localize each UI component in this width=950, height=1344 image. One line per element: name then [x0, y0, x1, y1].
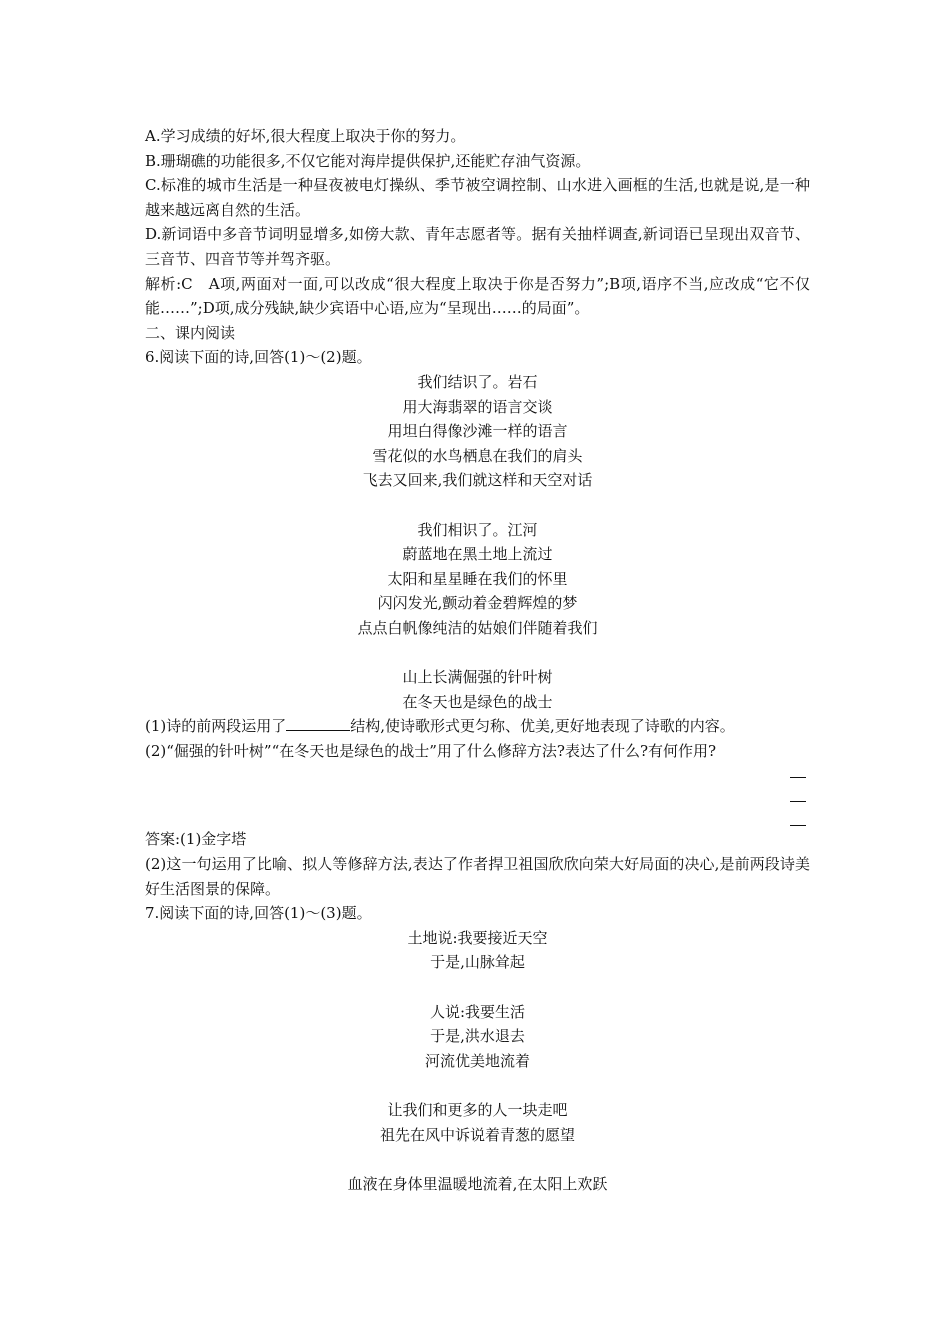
answer-line — [790, 801, 806, 802]
poem-line: 我们相识了。江河 — [417, 520, 538, 539]
q5-option-c: C.标准的城市生活是一种昼夜被电灯操纵、季节被空调控制、山水进入画框的生活,也就是说,是一种越来越远离自然的生活。 — [145, 176, 810, 219]
poem-line: 雪花似的水鸟栖息在我们的肩头 — [372, 446, 583, 465]
q6-sub1 — [145, 714, 810, 739]
section-title: 二、课内阅读 — [145, 323, 236, 342]
poem-line: 点点白帆像纯洁的姑娘们伴随着我们 — [357, 618, 598, 637]
q7-poem — [145, 926, 810, 1197]
answer-line — [790, 825, 806, 826]
poem-line: 土地说:我要接近天空 — [407, 928, 548, 947]
poem-line: 于是,山脉耸起 — [430, 953, 525, 972]
poem-line: 太阳和星星睡在我们的怀里 — [387, 569, 568, 588]
poem-line: 于是,洪水退去 — [430, 1027, 525, 1046]
q6-sub2: (2)“倔强的针叶树”“在冬天也是绿色的战士”用了什么修辞方法?表达了什么?有何作用? — [145, 741, 717, 760]
poem-line: 让我们和更多的人一块走吧 — [387, 1100, 568, 1119]
poem-line: 我们结识了。岩石 — [417, 372, 538, 391]
q6-answer-2: (2)这一句运用了比喻、拟人等修辞方法,表达了作者捍卫祖国欣欣向荣大好局面的决心,是前两段诗美好生活图景的保障。 — [145, 855, 810, 898]
answer-blank[interactable] — [286, 715, 350, 731]
poem-line: 蔚蓝地在黑土地上流过 — [402, 545, 553, 564]
poem-line: 血液在身体里温暖地流着,在太阳上欢跃 — [347, 1174, 608, 1193]
poem-line: 用大海翡翠的语言交谈 — [402, 397, 553, 416]
poem-line: 在冬天也是绿色的战士 — [402, 692, 553, 711]
answer-lines — [145, 763, 810, 827]
q7-prompt: 7.阅读下面的诗,回答(1)～(3)题。 — [145, 904, 372, 923]
poem-line: 河流优美地流着 — [424, 1051, 530, 1070]
answer-line — [790, 777, 806, 778]
poem-line: 人说:我要生活 — [429, 1002, 526, 1021]
q6-poem — [145, 370, 810, 714]
q5-option-d: D.新词语中多音节词明显增多,如傍大款、青年志愿者等。据有关抽样调查,新词语已呈现出双音节、三音节、四音节等并驾齐驱。 — [145, 225, 810, 268]
content-body — [145, 124, 810, 1196]
poem-line: 祖先在风中诉说着青葱的愿望 — [379, 1125, 575, 1144]
q6-sub1-after: 结构,使诗歌形式更匀称、优美,更好地表现了诗歌的内容。 — [350, 717, 735, 736]
q5-option-a: A.学习成绩的好坏,很大程度上取决于你的努力。 — [145, 127, 466, 145]
q6-answer-1: 答案:(1)金字塔 — [145, 830, 247, 849]
q5-option-b: B.珊瑚礁的功能很多,不仅它能对海岸提供保护,还能贮存油气资源。 — [145, 151, 591, 170]
poem-line: 飞去又回来,我们就这样和天空对话 — [362, 471, 593, 490]
poem-line: 山上长满倔强的针叶树 — [402, 668, 553, 687]
poem-line: 闪闪发光,颤动着金碧辉煌的梦 — [377, 594, 578, 613]
q6-sub1-before: (1)诗的前两段运用了 — [145, 717, 287, 736]
q5-analysis: 解析:C A项,两面对一面,可以改成“很大程度上取决于你是否努力”;B项,语序不当,应改成“它不仅能……”;D项,成分残缺,缺少宾语中心语,应为“呈现出……的局面”。 — [145, 274, 810, 318]
poem-line: 用坦白得像沙滩一样的语言 — [387, 422, 568, 441]
q6-prompt: 6.阅读下面的诗,回答(1)～(2)题。 — [145, 348, 372, 367]
